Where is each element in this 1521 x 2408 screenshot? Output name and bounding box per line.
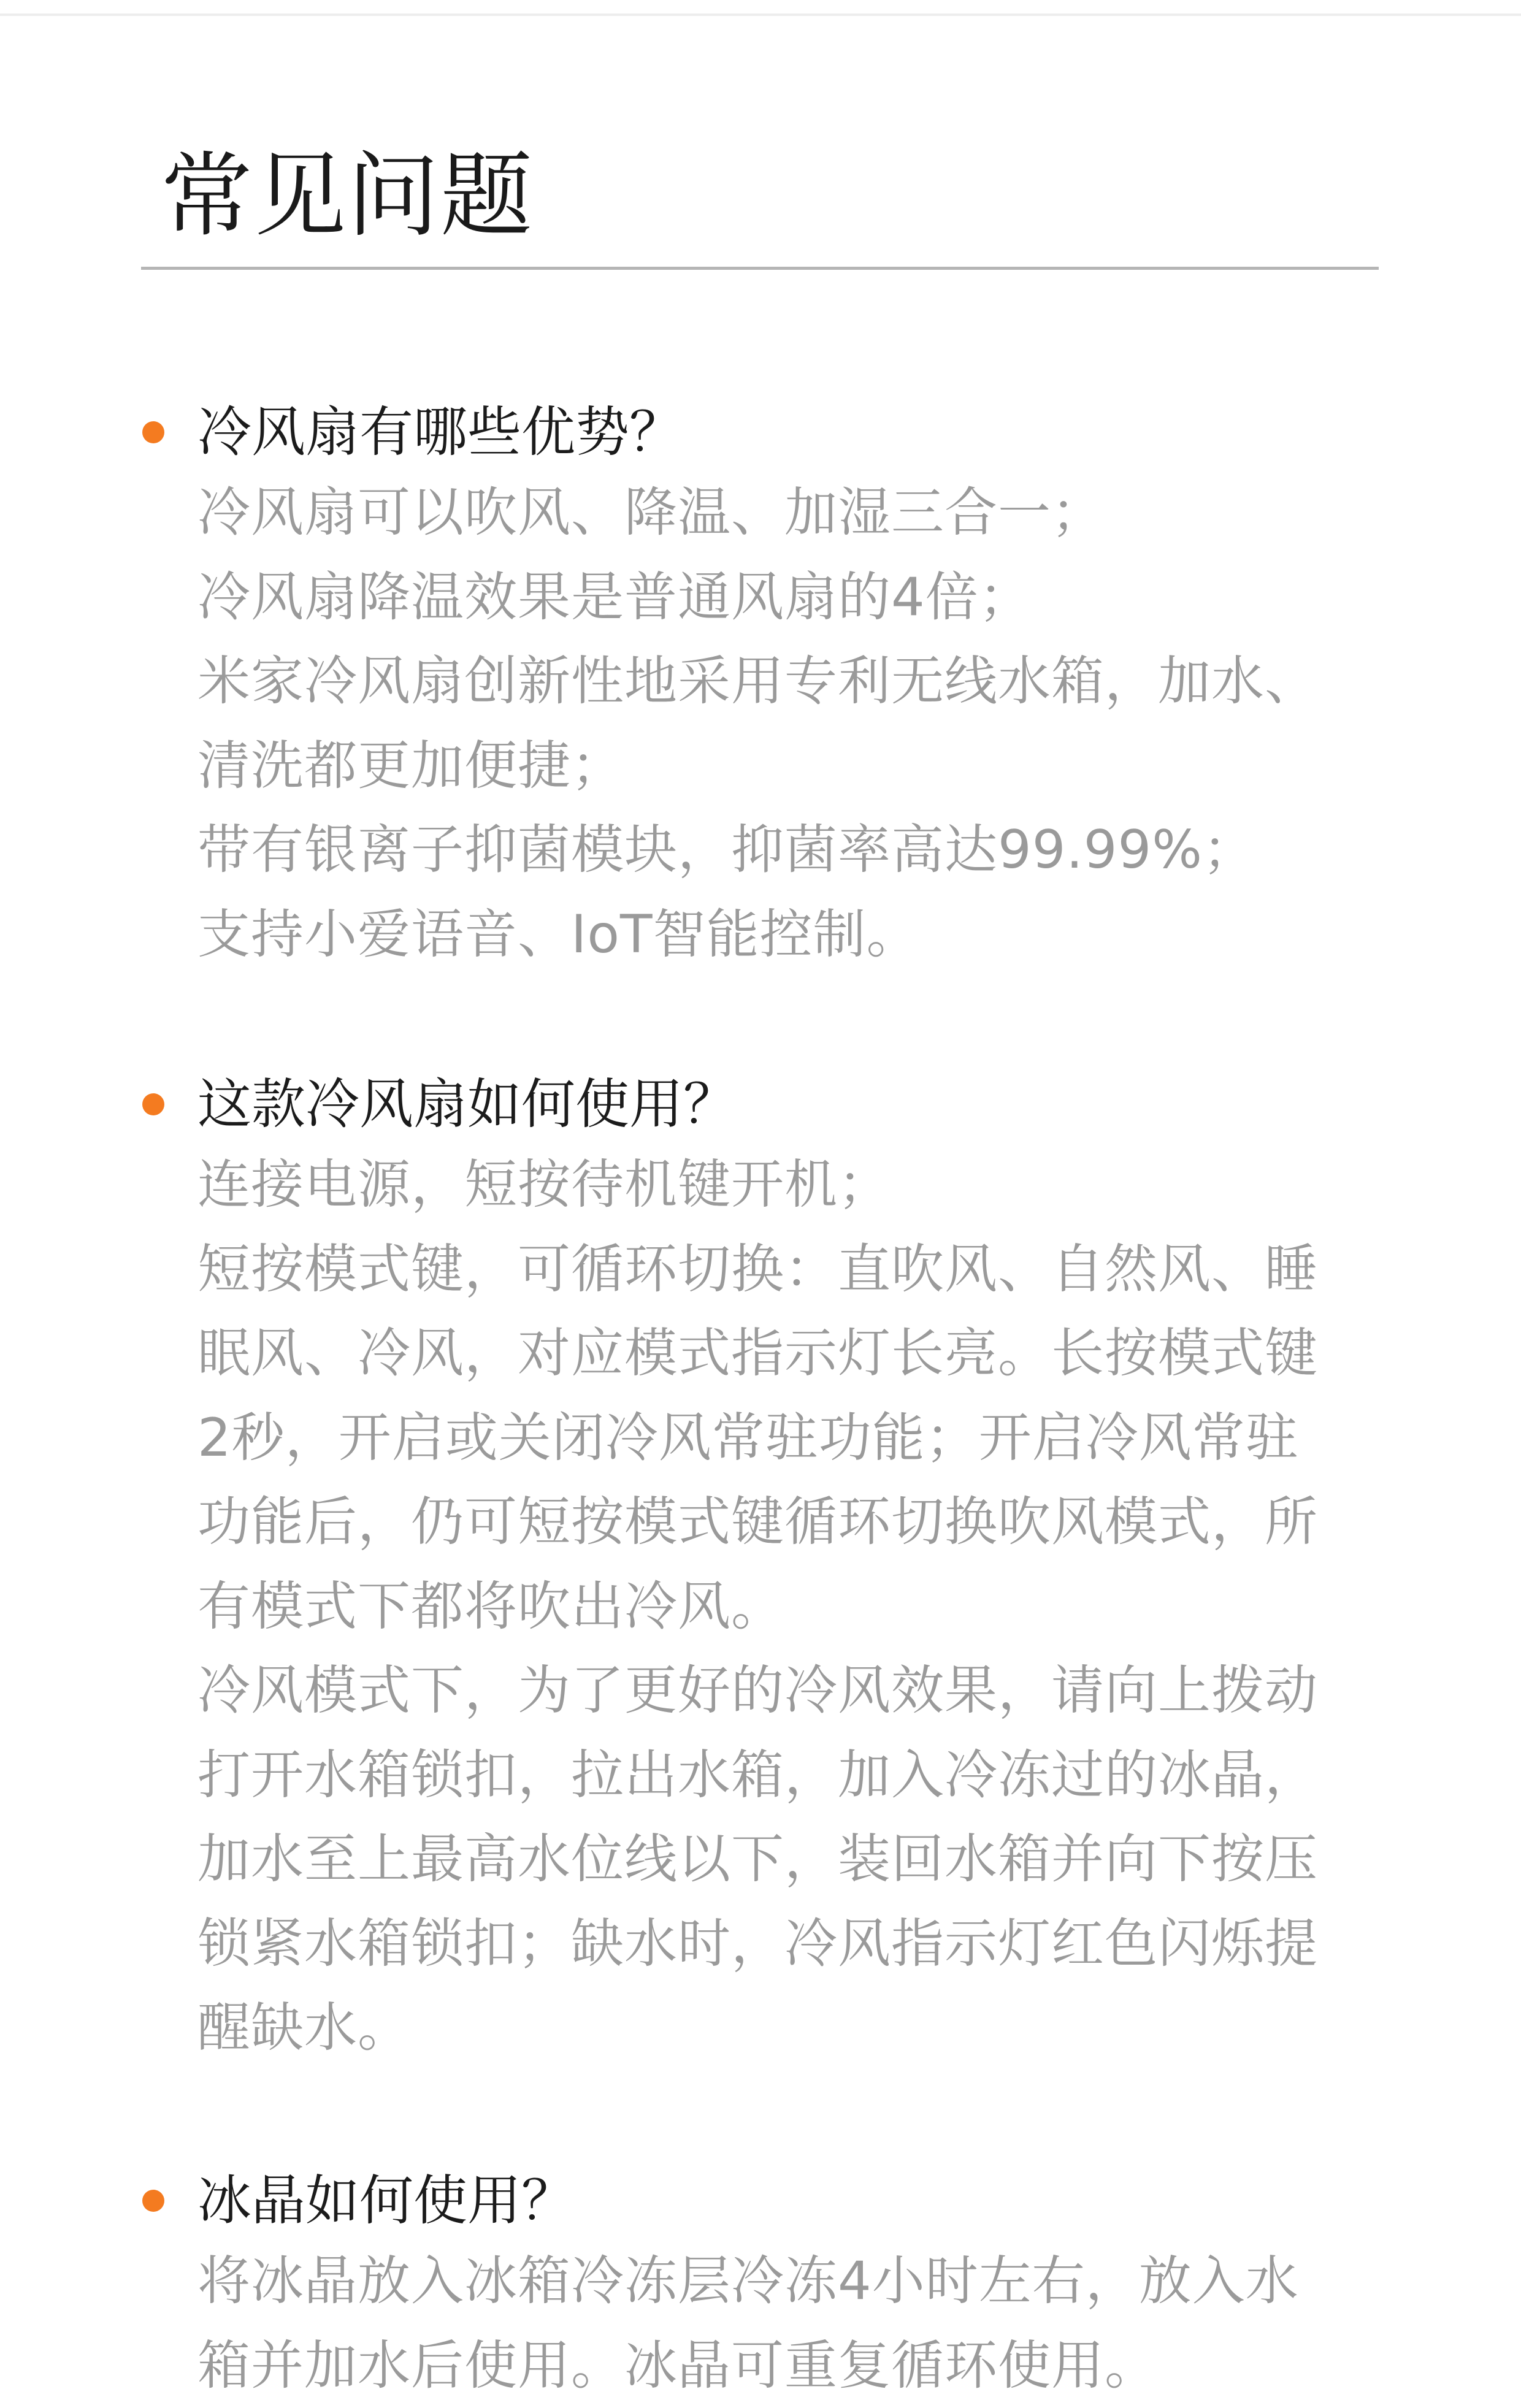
page-title: 常见问题: [161, 141, 534, 251]
answer-line: 眠风、冷风，对应模式指示灯长亮。长按模式键: [197, 1312, 1318, 1396]
answer-line: 冷风扇可以吹风、降温、加湿三合一；: [197, 471, 1318, 556]
answer-line: 将冰晶放入冰箱冷冻层冷冻4小时左右，放入水: [197, 2239, 1299, 2324]
faq-answer: [197, 1143, 1318, 2071]
answer-line: 冷风扇降温效果是普通风扇的4倍；: [197, 556, 1318, 640]
bullet-dot-icon: [142, 1093, 164, 1115]
answer-line: 支持小爱语音、IoT智能控制。: [197, 893, 1318, 977]
answer-line: 醒缺水。: [197, 1986, 1318, 2071]
bullet-dot-icon: [142, 2190, 164, 2212]
answer-line: 2秒，开启或关闭冷风常驻功能；开启冷风常驻: [197, 1396, 1318, 1481]
answer-line: 连接电源，短按待机键开机；: [197, 1143, 1318, 1228]
answer-line: 有模式下都将吹出冷风。: [197, 1565, 1318, 1649]
answer-line: 短按模式键，可循环切换：直吹风、自然风、睡: [197, 1228, 1318, 1312]
answer-line: 功能后，仍可短按模式键循环切换吹风模式，所: [197, 1480, 1318, 1565]
answer-line: 冷风模式下，为了更好的冷风效果，请向上拨动: [197, 1649, 1318, 1733]
faq-question: 冷风扇有哪些优势？: [197, 392, 683, 472]
answer-line: 米家冷风扇创新性地采用专利无线水箱，加水、: [197, 640, 1318, 724]
answer-line: 加水至上最高水位线以下，装回水箱并向下按压: [197, 1817, 1318, 1902]
answer-line: 清洗都更加便捷；: [197, 724, 1318, 809]
top-divider: [0, 13, 1521, 16]
title-divider: [141, 267, 1379, 270]
answer-line: 锁紧水箱锁扣；缺水时，冷风指示灯红色闪烁提: [197, 1902, 1318, 1987]
faq-answer: [197, 471, 1318, 977]
faq-answer: [197, 2239, 1299, 2408]
bullet-dot-icon: [142, 421, 164, 443]
faq-question: 冰晶如何使用？: [197, 2161, 575, 2241]
faq-question: 这款冷风扇如何使用？: [197, 1064, 737, 1144]
answer-line: 打开水箱锁扣，拉出水箱，加入冷冻过的冰晶，: [197, 1733, 1318, 1818]
answer-line: 箱并加水后使用。冰晶可重复循环使用。: [197, 2324, 1299, 2408]
answer-line: 带有银离子抑菌模块，抑菌率高达99.99%；: [197, 808, 1318, 893]
